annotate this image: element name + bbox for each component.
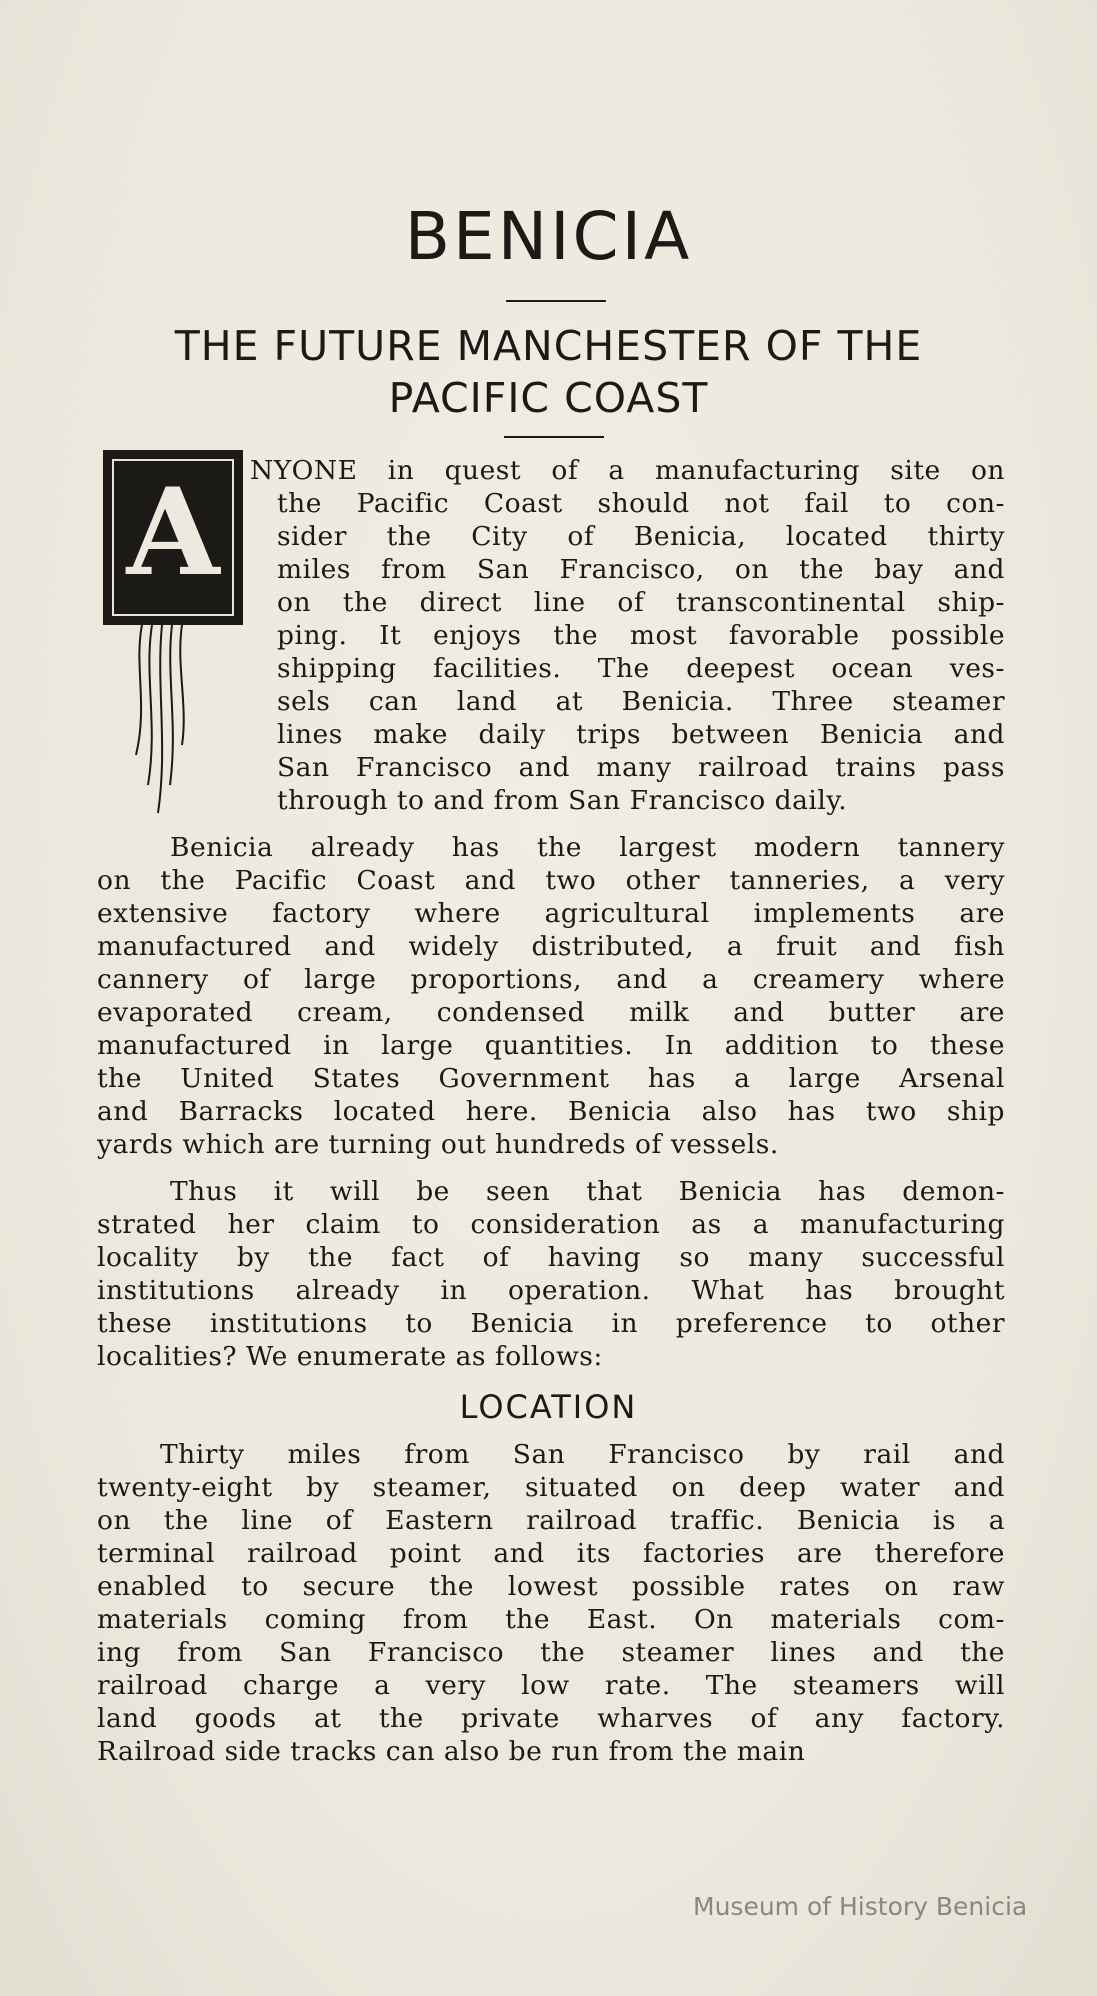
text-line: materials coming from the East. On materials com- [97,1604,1005,1635]
text-line: localities? We enumerate as follows: [97,1341,603,1372]
flourish-ornament-icon [130,625,210,815]
text-line: Thus it will be seen that Benicia has demon- [170,1176,1005,1207]
text-line: these institutions to Benicia in preference to other [97,1308,1005,1339]
text-line: on the direct line of transcontinental ship- [277,587,1005,618]
text-line: Thirty miles from San Francisco by rail and [160,1439,1005,1470]
text-line: manufactured in large quantities. In addition to these [97,1030,1005,1061]
subtitle-rule [504,436,604,438]
text-line: on the Pacific Coast and two other tanneries, a very [97,865,1005,896]
text-line: Railroad side tracks can also be run from the main [97,1736,806,1767]
text-line: shipping facilities. The deepest ocean ves- [277,653,1005,684]
text-line: sider the City of Benicia, located thirty [277,521,1005,552]
page-title: BENICIA [404,198,693,275]
text-line: extensive factory where agricultural implements are [97,898,1005,929]
text-line: the United States Government has a large Arsenal [97,1063,1005,1094]
title-rule [506,300,606,302]
text-line: on the line of Eastern railroad traffic. Benicia is a [97,1505,1005,1536]
text-line: NYONE in quest of a manufacturing site on [250,455,1005,486]
text-line: Benicia already has the largest modern tannery [170,832,1005,863]
text-line: San Francisco and many railroad trains pass [277,752,1005,783]
subtitle [60,320,1037,424]
text-line: railroad charge a very low rate. The steamers will [97,1670,1005,1701]
subtitle-line: PACIFIC COAST [388,374,709,422]
text-line: lines make daily trips between Benicia and [277,719,1005,750]
text-line: cannery of large proportions, and a creamery where [97,964,1005,995]
text-line: land goods at the private wharves of any factory. [97,1703,1005,1734]
dropcap-box [103,450,243,625]
text-line: evaporated cream, condensed milk and butter are [97,997,1005,1028]
text-line: terminal railroad point and its factories are therefore [97,1538,1005,1569]
text-line: miles from San Francisco, on the bay and [277,554,1005,585]
text-line: locality by the fact of having so many successful [97,1242,1005,1273]
text-line: through to and from San Francisco daily. [277,785,848,816]
text-line: manufactured and widely distributed, a fruit and fish [97,931,1005,962]
text-line: ing from San Francisco the steamer lines and the [97,1637,1005,1668]
text-line: enabled to secure the lowest possible rates on raw [97,1571,1005,1602]
text-line: institutions already in operation. What has brought [97,1275,1005,1306]
text-line: ping. It enjoys the most favorable possible [277,620,1005,651]
text-line: yards which are turning out hundreds of vessels. [97,1129,779,1160]
text-line: strated her claim to consideration as a manufacturing [97,1209,1005,1240]
text-line: sels can land at Benicia. Three steamer [277,686,1005,717]
text-line: twenty-eight by steamer, situated on deep water and [97,1472,1005,1503]
section-heading-location: LOCATION [459,1388,638,1426]
subtitle-line: THE FUTURE MANCHESTER OF THE [174,322,923,370]
text-line: and Barracks located here. Benicia also has two ship [97,1096,1005,1127]
dropcap-letter: A [126,462,220,603]
watermark: Museum of History Benicia [693,1892,1028,1921]
text-line: the Pacific Coast should not fail to con- [277,488,1005,519]
